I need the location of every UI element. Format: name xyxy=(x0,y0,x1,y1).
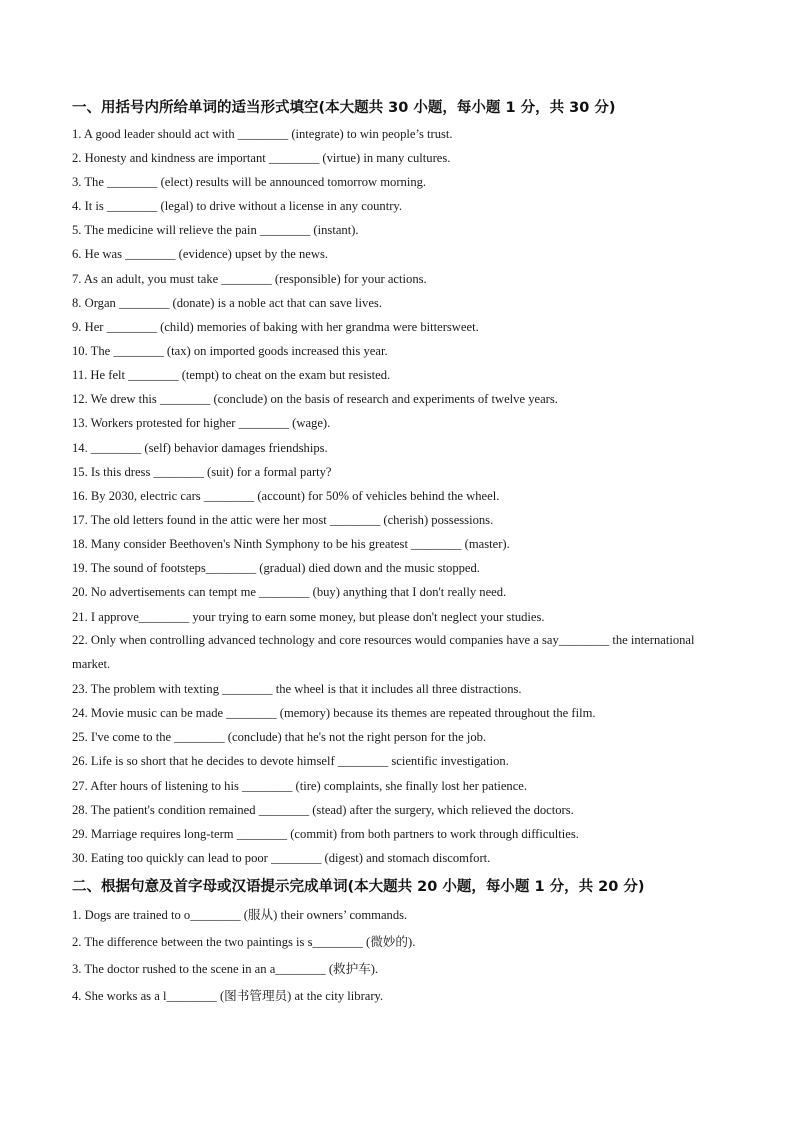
question-1-20: 20. No advertisements can tempt me ________ (buy) anything that I don't really need. xyxy=(72,585,507,599)
question-1-3: 3. The ________ (elect) results will be announced tomorrow morning. xyxy=(72,175,427,189)
question-1-17: 17. The old letters found in the attic were her most ________ (cherish) possessions. xyxy=(72,513,494,527)
question-1-21: 21. I approve________ your trying to earn some money, but please don't neglect your studies. xyxy=(72,610,545,624)
section-2-title: 二、根据句意及首字母或汉语提示完成单词(本大题共 20 小题，每小题 1 分，共 20 分) xyxy=(72,879,645,895)
question-1-10: 10. The ________ (tax) on imported goods increased this year. xyxy=(72,344,388,358)
question-1-27: 27. After hours of listening to his ________ (tire) complaints, she finally lost her patience. xyxy=(72,779,528,793)
section-1-title: 一、用括号内所给单词的适当形式填空(本大题共 30 小题，每小题 1 分，共 30 分) xyxy=(72,100,616,116)
question-1-28: 28. The patient's condition remained ________ (stead) after the surgery, which relieved the doctors. xyxy=(72,803,574,817)
question-2-1: 1. Dogs are trained to o________ (服从) their owners’ commands. xyxy=(72,908,408,922)
question-1-30: 30. Eating too quickly can lead to poor ________ (digest) and stomach discomfort. xyxy=(72,851,491,865)
question-1-2: 2. Honesty and kindness are important ________ (virtue) in many cultures. xyxy=(72,151,451,165)
question-1-14: 14. ________ (self) behavior damages friendships. xyxy=(72,441,328,455)
question-2-4: 4. She works as a l________ (图书管理员) at the city library. xyxy=(72,989,384,1003)
question-2-3: 3. The doctor rushed to the scene in an a________ (救护车). xyxy=(72,962,379,976)
question-1-19: 19. The sound of footsteps________ (gradual) died down and the music stopped. xyxy=(72,561,480,575)
question-1-25: 25. I've come to the ________ (conclude) that he's not the right person for the job. xyxy=(72,730,487,744)
question-1-16: 16. By 2030, electric cars ________ (account) for 50% of vehicles behind the wheel. xyxy=(72,489,500,503)
question-1-12: 12. We drew this ________ (conclude) on the basis of research and experiments of twelve years. xyxy=(72,392,558,406)
question-1-15: 15. Is this dress ________ (suit) for a formal party? xyxy=(72,465,332,479)
question-1-29: 29. Marriage requires long-term ________ (commit) from both partners to work through difficulties. xyxy=(72,827,579,841)
question-1-24: 24. Movie music can be made ________ (memory) because its themes are repeated throughout the film. xyxy=(72,706,596,720)
question-1-26: 26. Life is so short that he decides to devote himself ________ scientific investigation. xyxy=(72,754,509,768)
question-1-4: 4. It is ________ (legal) to drive without a license in any country. xyxy=(72,199,403,213)
question-1-18: 18. Many consider Beethoven's Ninth Symphony to be his greatest ________ (master). xyxy=(72,537,510,551)
question-1-7: 7. As an adult, you must take ________ (responsible) for your actions. xyxy=(72,272,427,286)
question-1-9: 9. Her ________ (child) memories of baking with her grandma were bittersweet. xyxy=(72,320,479,334)
question-1-5: 5. The medicine will relieve the pain ________ (instant). xyxy=(72,223,359,237)
question-1-23: 23. The problem with texting ________ the wheel is that it includes all three distractions. xyxy=(72,682,522,696)
question-1-1: 1. A good leader should act with ________ (integrate) to win people’s trust. xyxy=(72,127,453,141)
question-1-8: 8. Organ ________ (donate) is a noble act that can save lives. xyxy=(72,296,382,310)
question-2-2: 2. The difference between the two paintings is s________ (微妙的). xyxy=(72,935,416,949)
question-1-6: 6. He was ________ (evidence) upset by the news. xyxy=(72,247,329,261)
question-1-11: 11. He felt ________ (tempt) to cheat on the exam but resisted. xyxy=(72,368,391,382)
question-1-22: 22. Only when controlling advanced technology and core resources would companies have a say________ the international market. xyxy=(72,633,695,671)
question-1-13: 13. Workers protested for higher ________ (wage). xyxy=(72,416,331,430)
